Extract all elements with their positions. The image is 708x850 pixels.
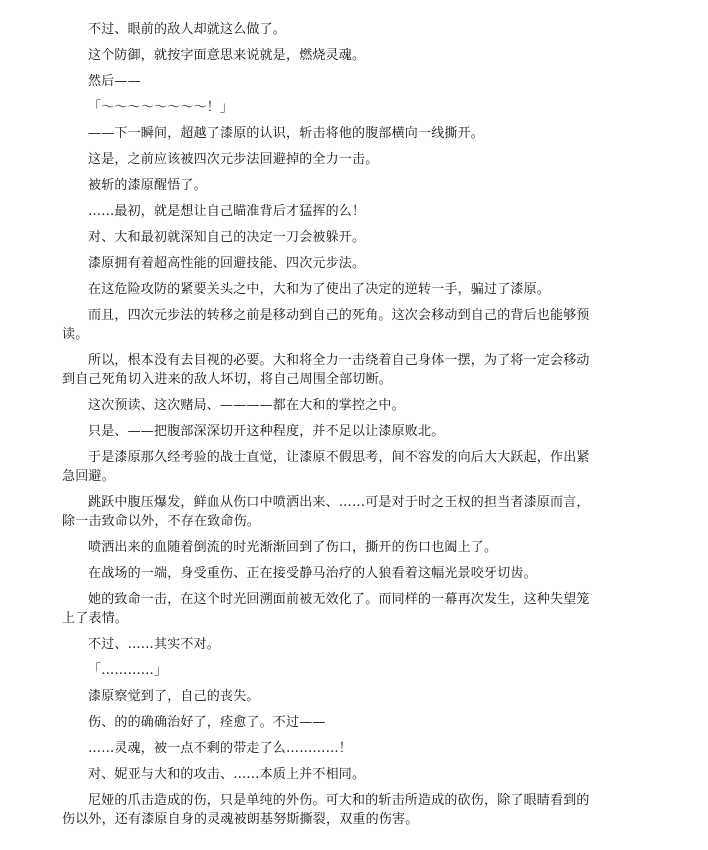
paragraph: 所以，根本没有去目视的必要。大和将全力一击绕着自己身体一摆，为了将一定会移动到自己死角切入进来的敌人坏切，将自己周围全部切断。	[62, 353, 590, 387]
paragraph: 在这危险攻防的紧要关头之中，大和为了使出了决定的逆转一手，骗过了漆原。	[88, 282, 551, 297]
paragraph: 只是、——把腹部深深切开这种程度，并不足以让漆原败北。	[88, 424, 445, 439]
paragraph: 对、大和最初就深知自己的决定一刀会被躲开。	[88, 230, 366, 245]
dialogue-line: 「…………」	[88, 663, 168, 678]
paragraph: 被斩的漆原醒悟了。	[88, 178, 207, 193]
paragraph: 喷洒出来的血随着倒流的时光渐渐回到了伤口，撕开的伤口也阖上了。	[88, 540, 498, 555]
paragraph: 她的致命一击，在这个时光回溯面前被无效化了。而同样的一幕再次发生，这种失望笼上了表情。	[62, 592, 590, 626]
dialogue-line: 「～～～～～～～～！」	[88, 100, 234, 115]
paragraph: 然后——	[88, 74, 141, 89]
paragraph: 不过、眼前的敌人却就这么做了。	[88, 22, 287, 37]
paragraph: 而且，四次元步法的转移之前是移动到自己的死角。这次会移动到自己的背后也能够预读。	[62, 308, 590, 342]
paragraph: 跳跃中腹压爆发，鲜血从伤口中喷洒出来、……可是对于时之王权的担当者漆原而言，除一击致命以外，不存在致命伤。	[62, 495, 590, 529]
paragraph: 在战场的一端，身受重伤、正在接受静马治疗的人狼看着这幅光景咬牙切齿。	[88, 566, 537, 581]
paragraph: 这个防御，就按字面意思来说就是，燃烧灵魂。	[88, 48, 366, 63]
paragraph: 尼娅的爪击造成的伤，只是单纯的外伤。可大和的斩击所造成的砍伤，除了眼睛看到的伤以外，还有漆原自身的灵魂被朗基努斯撕裂，双重的伤害。	[62, 793, 590, 827]
paragraph: 这次预读、这次赌局、————都在大和的掌控之中。	[88, 398, 405, 413]
paragraph: 漆原拥有着超高性能的回避技能、四次元步法。	[88, 256, 366, 271]
document-body	[62, 20, 602, 836]
paragraph: ——下一瞬间，超越了漆原的认识，斩击将他的腹部横向一线撕开。	[88, 126, 485, 141]
paragraph: 这是，之前应该被四次元步法回避掉的全力一击。	[88, 152, 379, 167]
paragraph: 漆原察觉到了，自己的丧失。	[88, 689, 260, 704]
paragraph: 不过、……其实不对。	[88, 637, 221, 652]
paragraph: 于是漆原那久经考验的战士直觉，让漆原不假思考，间不容发的向后大大跃起，作出紧急回避。	[62, 450, 590, 484]
paragraph: 伤、的的确确治好了，痊愈了。不过——	[88, 715, 326, 730]
paragraph: 对、妮亚与大和的攻击、……本质上并不相同。	[88, 767, 366, 782]
paragraph: ……灵魂，被一点不剩的带走了么…………！	[88, 741, 353, 756]
paragraph: ……最初，就是想让自己瞄准背后才猛挥的么！	[88, 204, 366, 219]
